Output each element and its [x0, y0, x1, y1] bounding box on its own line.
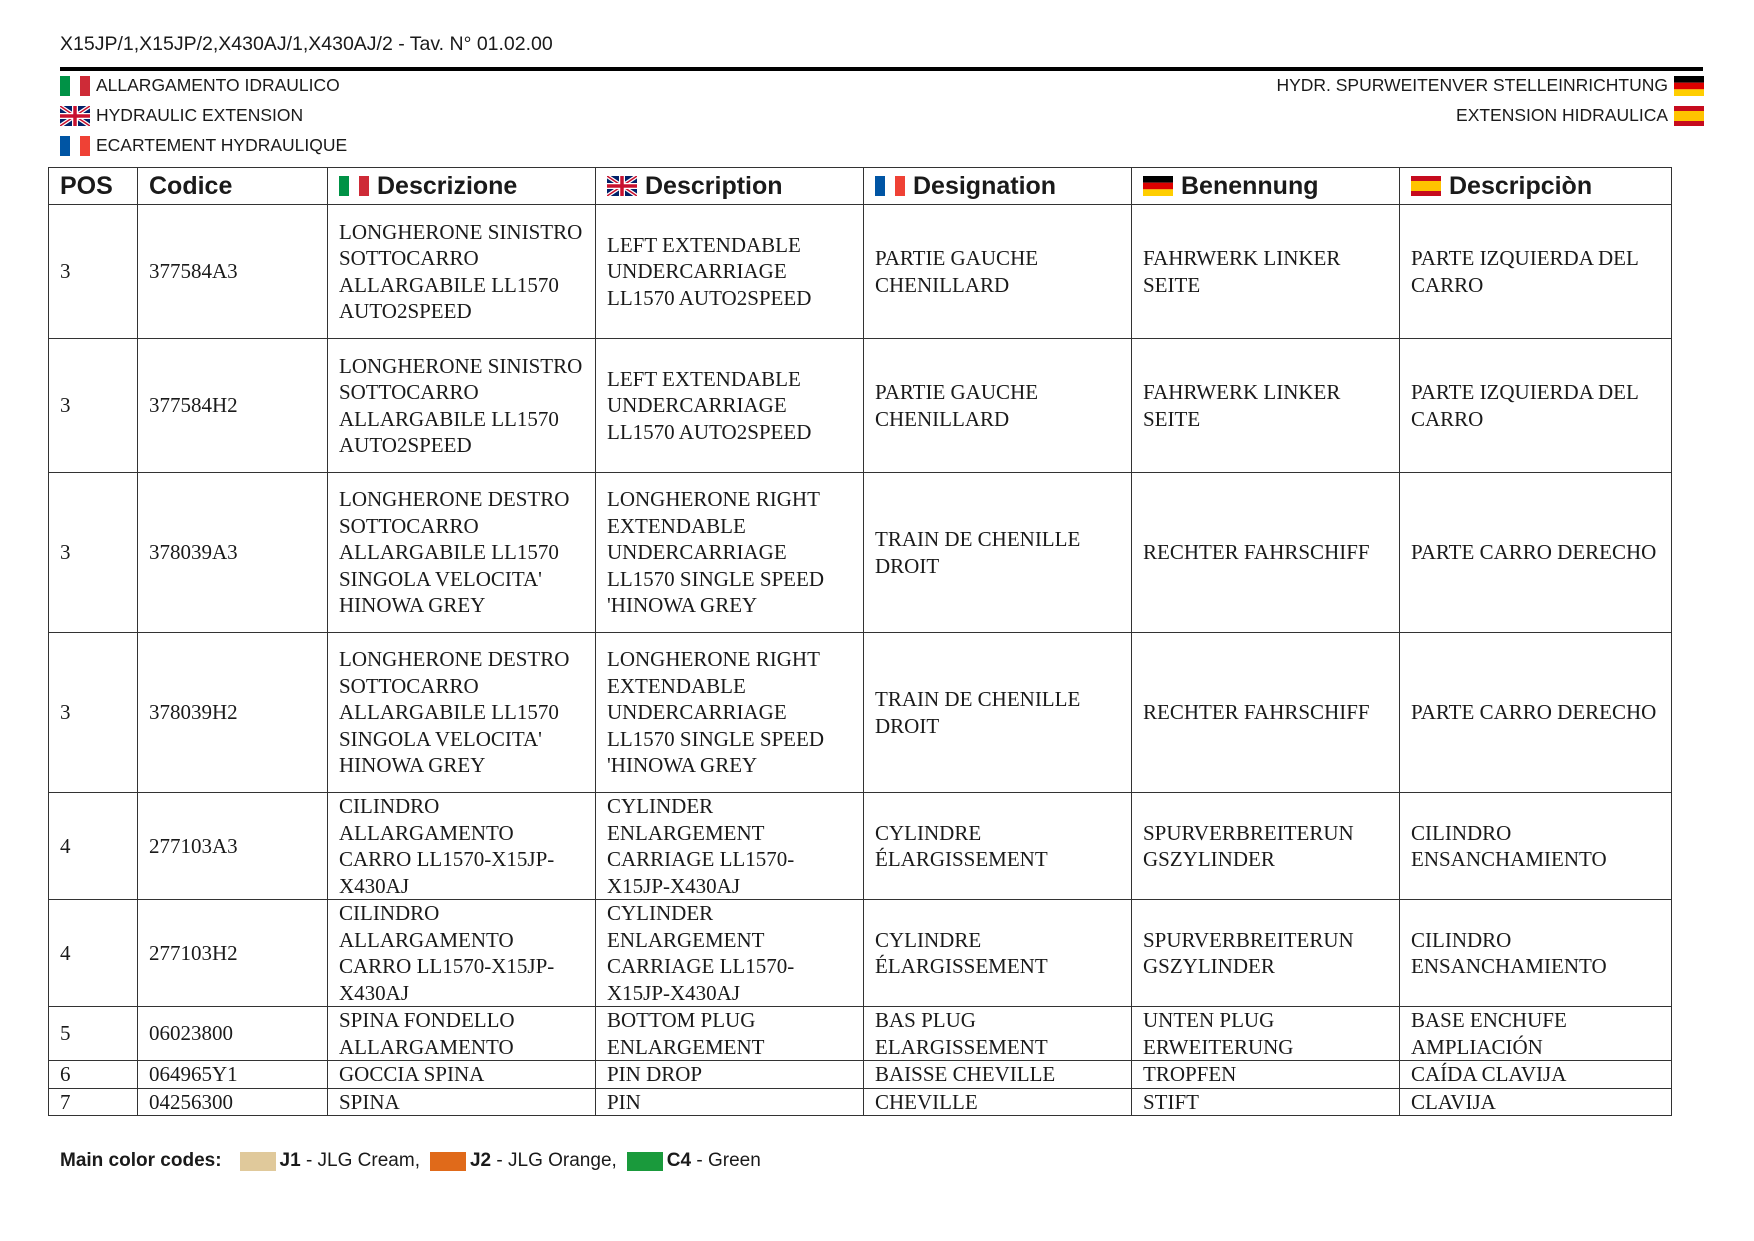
legend-code-j1: J1 [279, 1150, 301, 1171]
subtitle-it [60, 75, 340, 96]
table-row [49, 793, 1672, 900]
de-flag-icon [1143, 176, 1173, 196]
cell-desc-it: LONGHERONE SINISTRO SOTTOCARRO ALLARGABILE LL1570 AUTO2SPEED [328, 339, 596, 473]
legend-name-j2: - JLG Orange, [491, 1150, 617, 1171]
es-flag-icon [1411, 176, 1441, 196]
cell-pos: 5 [49, 1007, 138, 1061]
cell-desc-en: CYLINDER ENLARGEMENT CARRIAGE LL1570-X15JP-X430AJ [596, 900, 864, 1007]
col-header-en-label: Description [645, 171, 783, 200]
cell-desc-en: LEFT EXTENDABLE UNDERCARRIAGE LL1570 AUTO2SPEED [596, 339, 864, 473]
cell-desc-it: CILINDRO ALLARGAMENTO CARRO LL1570-X15JP-X430AJ [328, 793, 596, 900]
col-header-pos [49, 168, 138, 205]
col-header-pos-label: POS [60, 171, 113, 200]
subtitle-it-text: ALLARGAMENTO IDRAULICO [96, 75, 340, 95]
cell-desc-fr: CHEVILLE [864, 1088, 1132, 1116]
es-flag-icon [1674, 106, 1704, 126]
cell-code: 277103A3 [138, 793, 328, 900]
subtitle-fr [60, 135, 347, 156]
legend-swatch-cream [240, 1152, 276, 1171]
fr-flag-icon [60, 136, 90, 156]
subtitle-es [1456, 105, 1704, 126]
col-header-de-label: Benennung [1181, 171, 1319, 200]
cell-desc-fr: TRAIN DE CHENILLE DROIT [864, 633, 1132, 793]
it-flag-icon [339, 176, 369, 196]
legend-swatch-green [627, 1152, 663, 1171]
cell-desc-fr: CYLINDRE ÉLARGISSEMENT [864, 793, 1132, 900]
cell-code: 377584A3 [138, 205, 328, 339]
fr-flag-icon [875, 176, 905, 196]
cell-desc-fr: PARTIE GAUCHE CHENILLARD [864, 339, 1132, 473]
cell-pos: 3 [49, 633, 138, 793]
cell-desc-es: CLAVIJA [1400, 1088, 1672, 1116]
cell-desc-es: PARTE IZQUIERDA DEL CARRO [1400, 339, 1672, 473]
cell-desc-it: LONGHERONE DESTRO SOTTOCARRO ALLARGABILE LL1570 SINGOLA VELOCITA' HINOWA GREY [328, 473, 596, 633]
cell-code: 377584H2 [138, 339, 328, 473]
cell-pos: 7 [49, 1088, 138, 1116]
table-row [49, 1061, 1672, 1089]
legend-code-c4: C4 [666, 1150, 692, 1171]
subtitle-fr-text: ECARTEMENT HYDRAULIQUE [96, 135, 348, 155]
cell-desc-fr: PARTIE GAUCHE CHENILLARD [864, 205, 1132, 339]
cell-code: 064965Y1 [138, 1061, 328, 1089]
table-header-row [49, 168, 1672, 205]
cell-desc-es: PARTE CARRO DERECHO [1400, 473, 1672, 633]
de-flag-icon [1674, 76, 1704, 96]
uk-flag-icon [60, 106, 90, 126]
cell-desc-it: CILINDRO ALLARGAMENTO CARRO LL1570-X15JP-X430AJ [328, 900, 596, 1007]
cell-desc-es: CAÍDA CLAVIJA [1400, 1061, 1672, 1089]
cell-desc-fr: CYLINDRE ÉLARGISSEMENT [864, 900, 1132, 1007]
cell-desc-en: CYLINDER ENLARGEMENT CARRIAGE LL1570-X15JP-X430AJ [596, 793, 864, 900]
cell-pos: 6 [49, 1061, 138, 1089]
table-row [49, 205, 1672, 339]
legend-label: Main color codes: [60, 1150, 222, 1171]
col-header-es-label: Descripciòn [1449, 171, 1593, 200]
cell-desc-de: FAHRWERK LINKER SEITE [1132, 339, 1400, 473]
cell-pos: 4 [49, 900, 138, 1007]
table-row [49, 1088, 1672, 1116]
legend-name-c4: - Green [691, 1150, 761, 1171]
col-header-it [328, 168, 596, 205]
cell-code: 277103H2 [138, 900, 328, 1007]
cell-desc-de: SPURVERBREITERUN GSZYLINDER [1132, 793, 1400, 900]
cell-desc-it: LONGHERONE DESTRO SOTTOCARRO ALLARGABILE LL1570 SINGOLA VELOCITA' HINOWA GREY [328, 633, 596, 793]
cell-code: 04256300 [138, 1088, 328, 1116]
header-rule [60, 67, 1703, 71]
cell-desc-de: TROPFEN [1132, 1061, 1400, 1089]
cell-desc-fr: TRAIN DE CHENILLE DROIT [864, 473, 1132, 633]
cell-code: 378039A3 [138, 473, 328, 633]
cell-desc-en: PIN DROP [596, 1061, 864, 1089]
col-header-fr [864, 168, 1132, 205]
cell-code: 378039H2 [138, 633, 328, 793]
color-legend [60, 1150, 761, 1172]
uk-flag-icon [607, 176, 637, 196]
cell-desc-es: PARTE CARRO DERECHO [1400, 633, 1672, 793]
parts-table [48, 167, 1672, 1116]
table-row [49, 633, 1672, 793]
col-header-it-label: Descrizione [377, 171, 518, 200]
subtitle-de [1276, 75, 1704, 96]
legend-name-j1: - JLG Cream, [300, 1150, 420, 1171]
cell-pos: 3 [49, 339, 138, 473]
col-header-code-label: Codice [149, 171, 233, 200]
legend-swatch-orange [430, 1152, 466, 1171]
col-header-de [1132, 168, 1400, 205]
cell-desc-en: LONGHERONE RIGHT EXTENDABLE UNDERCARRIAGE LL1570 SINGLE SPEED 'HINOWA GREY [596, 473, 864, 633]
cell-desc-es: CILINDRO ENSANCHAMIENTO [1400, 900, 1672, 1007]
cell-desc-en: BOTTOM PLUG ENLARGEMENT [596, 1007, 864, 1061]
legend-code-j2: J2 [469, 1150, 492, 1171]
cell-desc-it: SPINA [328, 1088, 596, 1116]
cell-desc-fr: BAS PLUG ELARGISSEMENT [864, 1007, 1132, 1061]
cell-desc-it: SPINA FONDELLO ALLARGAMENTO [328, 1007, 596, 1061]
col-header-code [138, 168, 328, 205]
subtitle-en [60, 105, 303, 126]
cell-desc-de: RECHTER FAHRSCHIFF [1132, 633, 1400, 793]
cell-desc-de: FAHRWERK LINKER SEITE [1132, 205, 1400, 339]
cell-desc-it: LONGHERONE SINISTRO SOTTOCARRO ALLARGABILE LL1570 AUTO2SPEED [328, 205, 596, 339]
cell-desc-en: LEFT EXTENDABLE UNDERCARRIAGE LL1570 AUTO2SPEED [596, 205, 864, 339]
cell-pos: 3 [49, 473, 138, 633]
cell-desc-de: STIFT [1132, 1088, 1400, 1116]
table-row [49, 339, 1672, 473]
col-header-en [596, 168, 864, 205]
it-flag-icon [60, 76, 90, 96]
cell-desc-es: PARTE IZQUIERDA DEL CARRO [1400, 205, 1672, 339]
subtitle-de-text: HYDR. SPURWEITENVER STELLEINRICHTUNG [1276, 75, 1668, 95]
cell-desc-en: LONGHERONE RIGHT EXTENDABLE UNDERCARRIAGE LL1570 SINGLE SPEED 'HINOWA GREY [596, 633, 864, 793]
page-title: X15JP/1,X15JP/2,X430AJ/1,X430AJ/2 - Tav. N° 01.02.00 [60, 33, 553, 55]
cell-pos: 3 [49, 205, 138, 339]
cell-desc-it: GOCCIA SPINA [328, 1061, 596, 1089]
cell-code: 06023800 [138, 1007, 328, 1061]
col-header-es [1400, 168, 1672, 205]
cell-desc-de: SPURVERBREITERUN GSZYLINDER [1132, 900, 1400, 1007]
cell-desc-de: UNTEN PLUG ERWEITERUNG [1132, 1007, 1400, 1061]
cell-desc-es: CILINDRO ENSANCHAMIENTO [1400, 793, 1672, 900]
table-row [49, 473, 1672, 633]
subtitle-en-text: HYDRAULIC EXTENSION [96, 105, 304, 125]
cell-desc-fr: BAISSE CHEVILLE [864, 1061, 1132, 1089]
subtitle-es-text: EXTENSION HIDRAULICA [1456, 105, 1668, 125]
cell-desc-de: RECHTER FAHRSCHIFF [1132, 473, 1400, 633]
col-header-fr-label: Designation [913, 171, 1057, 200]
cell-desc-en: PIN [596, 1088, 864, 1116]
table-row [49, 1007, 1672, 1061]
cell-desc-es: BASE ENCHUFE AMPLIACIÓN [1400, 1007, 1672, 1061]
table-row [49, 900, 1672, 1007]
cell-pos: 4 [49, 793, 138, 900]
